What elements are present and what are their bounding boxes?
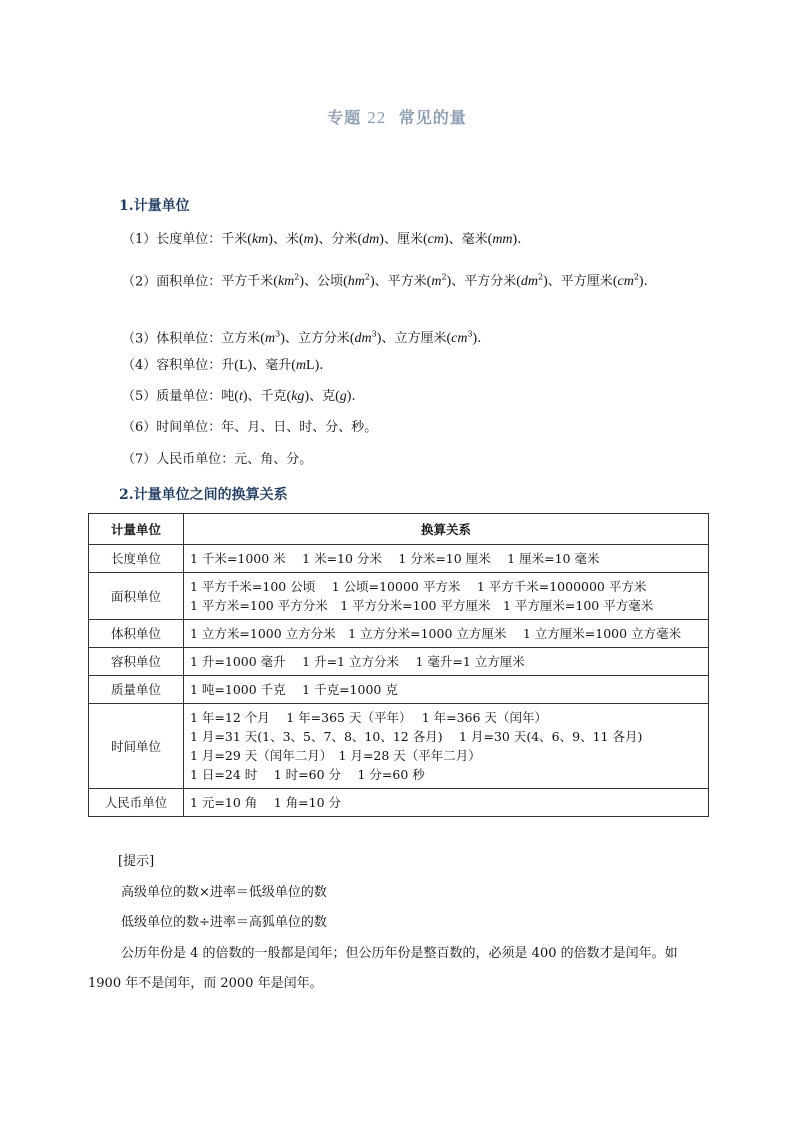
unit-time-content: 年、月、日、时、分、秒。 xyxy=(221,420,378,435)
table-cell-relation xyxy=(184,704,709,789)
relation-line: 1 月=29 天（闰年二月） 1 月=28 天（平年二月） xyxy=(190,748,481,763)
relation-line: 1 元=10 角 1 角=10 分 xyxy=(190,795,342,810)
relation-line: 1 立方米=1000 立方分米 1 立方分米=1000 立方厘米 1 立方厘米=1000 立方毫米 xyxy=(190,626,682,641)
tips-line-2: 低级单位的数÷进率＝高狐单位的数 xyxy=(121,915,327,930)
tips-label: [提示] xyxy=(118,854,155,869)
table-cell-unit: 体积单位 xyxy=(89,620,184,648)
table-row xyxy=(89,620,709,648)
title-prefix: 专题 xyxy=(327,108,362,127)
table-cell-relation xyxy=(184,789,709,817)
unit-rmb-content: 元、角、分。 xyxy=(234,452,313,467)
unit-rmb: （7）人民币单位：元、角、分。 xyxy=(122,452,313,467)
unit-capacity: （4）容积单位：升(L)、毫升(mL). xyxy=(122,358,324,373)
relation-line: 1 日=24 时 1 时=60 分 1 分=60 秒 xyxy=(190,767,425,782)
relation-line: 1 吨=1000 千克 1 千克=1000 克 xyxy=(190,682,398,697)
title-text: 常见的量 xyxy=(398,108,467,127)
unit-capacity-content: 升(L)、毫升(mL). xyxy=(221,358,324,373)
unit-area: （2）面积单位：平方千米$(km^2)$、公顷$(hm^2)$、平方米$(m^2)$、平方分米$(dm^2)$、平方厘米$(cm^2)$. xyxy=(122,273,648,290)
table-header-relation: 换算关系 xyxy=(184,514,709,545)
unit-area-content: 平方千米$(km^2)$、公顷$(hm^2)$、平方米$(m^2)$、平方分米$(dm^2)$、平方厘米$(cm^2)$. xyxy=(221,273,648,290)
table-cell-relation xyxy=(184,648,709,676)
page-title xyxy=(0,105,794,128)
relation-line: 1 平方千米=100 公顷 1 公顷=10000 平方米 1 平方千米=1000000 平方米 xyxy=(190,579,647,594)
table-row xyxy=(89,545,709,573)
tips-line-1: 高级单位的数×进率＝低级单位的数 xyxy=(121,885,327,900)
table-body xyxy=(89,545,709,817)
section2-heading: 2.计量单位之间的换算关系 xyxy=(119,487,288,503)
relation-line: 1 月=31 天(1、3、5、7、8、10、12 各月) 1 月=30 天(4、6、9、11 各月) xyxy=(190,729,643,744)
unit-volume: （3）体积单位：立方米$(m^3)$、立方分米$(dm^3)$、立方厘米$(cm^3)$. xyxy=(122,330,482,347)
relation-line: 1 升=1000 毫升 1 升=1 立方分米 1 毫升=1 立方厘米 xyxy=(190,654,525,669)
unit-length: （1）长度单位：千米(km)、米(m)、分米(dm)、厘米(cm)、毫米(mm). xyxy=(122,232,522,247)
table-cell-unit: 容积单位 xyxy=(89,648,184,676)
table-row xyxy=(89,789,709,817)
table-header-unit: 计量单位 xyxy=(89,514,184,545)
unit-time: （6）时间单位：年、月、日、时、分、秒。 xyxy=(122,420,378,435)
table-row xyxy=(89,704,709,789)
table-cell-unit: 人民币单位 xyxy=(89,789,184,817)
table-cell-unit: 长度单位 xyxy=(89,545,184,573)
table-cell-relation xyxy=(184,620,709,648)
table-cell-relation xyxy=(184,573,709,620)
table-cell-relation xyxy=(184,545,709,573)
table-cell-relation xyxy=(184,676,709,704)
table-row xyxy=(89,676,709,704)
relation-line: 1 千米=1000 米 1 米=10 分米 1 分米=10 厘米 1 厘米=10 毫米 xyxy=(190,551,600,566)
tips-paragraph: 公历年份是 4 的倍数的一般都是闰年；但公历年份是整百数的，必须是 400 的倍数才是闰年。如 1900 年不是闰年，而 2000 年是闰年。 xyxy=(88,946,678,991)
table-row xyxy=(89,648,709,676)
table-row xyxy=(89,573,709,620)
relation-line: 1 年=12 个月 1 年=365 天（平年） 1 年=366 天（闰年） xyxy=(190,710,547,725)
table-cell-unit: 质量单位 xyxy=(89,676,184,704)
section1-heading: 1.计量单位 xyxy=(119,198,190,214)
unit-length-content: 千米(km)、米(m)、分米(dm)、厘米(cm)、毫米(mm). xyxy=(221,232,522,247)
relation-line: 1 平方米=100 平方分米 1 平方分米=100 平方厘米 1 平方厘米=100 平方毫米 xyxy=(190,598,654,613)
title-number: 22 xyxy=(367,108,387,127)
unit-mass-content: 吨(t)、千克(kg)、克(g). xyxy=(221,389,356,404)
unit-mass: （5）质量单位：吨(t)、千克(kg)、克(g). xyxy=(122,389,356,404)
conversion-table xyxy=(88,513,709,817)
table-header-row xyxy=(89,514,709,545)
table-cell-unit: 时间单位 xyxy=(89,704,184,789)
unit-volume-content: 立方米$(m^3)$、立方分米$(dm^3)$、立方厘米$(cm^3)$. xyxy=(221,330,482,347)
table-cell-unit: 面积单位 xyxy=(89,573,184,620)
